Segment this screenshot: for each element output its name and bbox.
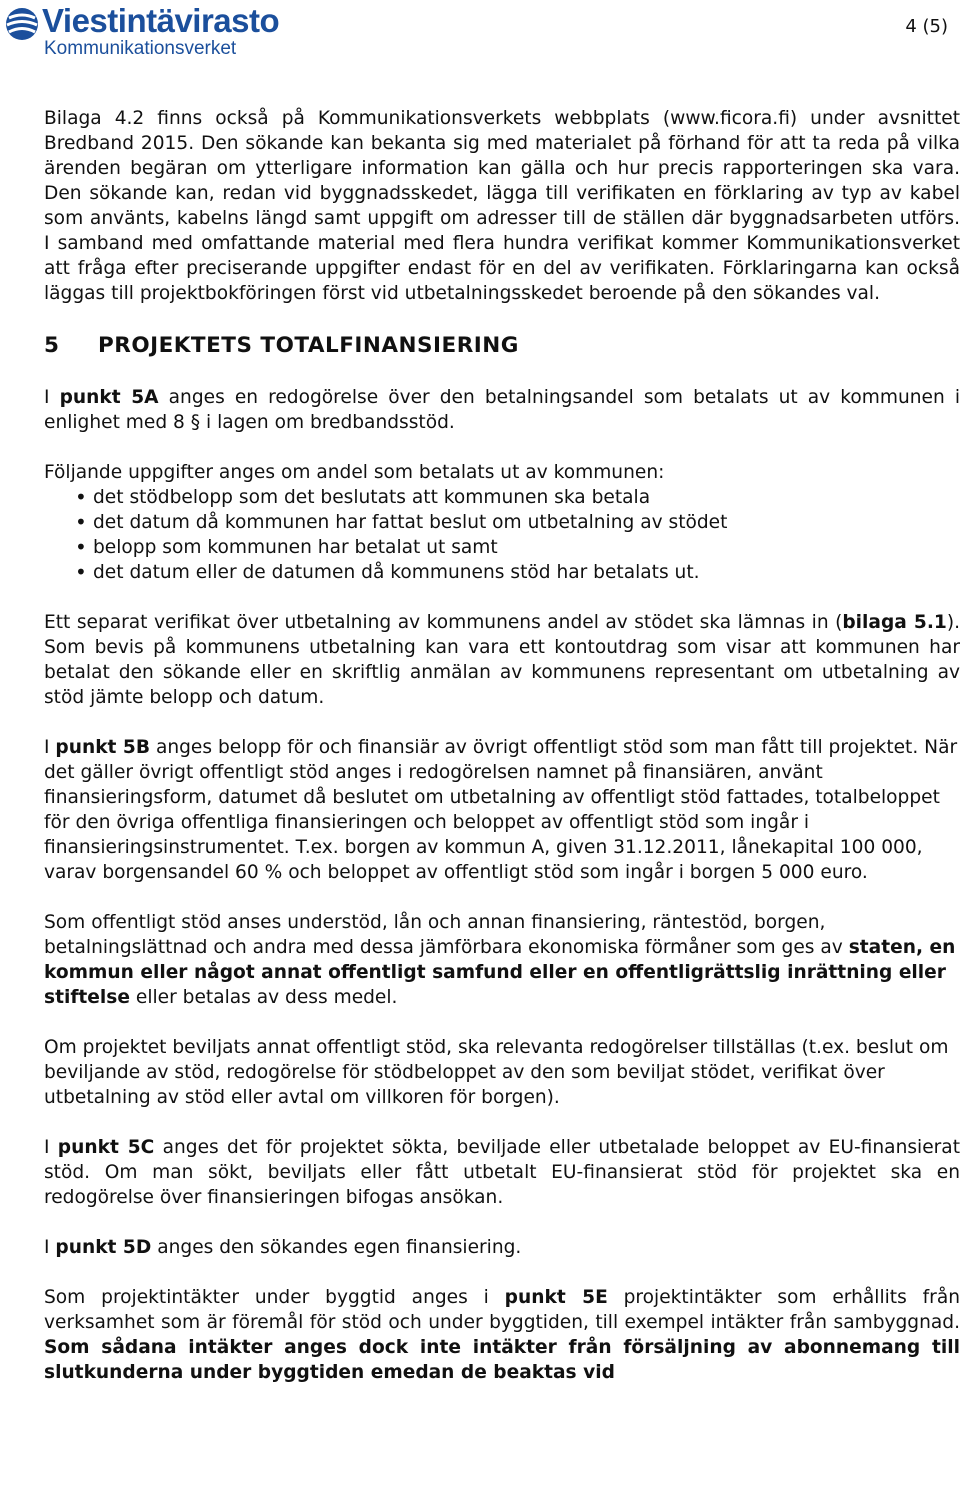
list-item: • det datum då kommunen har fattat beslut om utbetalning av stödet	[44, 510, 960, 535]
logo-globe-icon	[4, 4, 40, 44]
paragraph-5c	[44, 1135, 960, 1210]
section-heading	[44, 331, 960, 361]
text-run: Som offentligt stöd anses understöd, lån och annan finansiering, räntestöd, borgen, betalningslättnad och andra med dessa jämförbara ekonomiska förmåner som ges av	[44, 912, 849, 958]
text-run: anges belopp för och finansiär av övrigt offentligt stöd som man fått till projektet. När det gäller övrigt offentligt stöd anges i redogörelsen namnet på finansiären, använt finansieringsform, datumet då beslutet om utbetalning av offentligt stöd fattades, totalbeloppet för den övriga offentliga finansieringen och beloppet av offentligt stöd som ingår i finansieringsinstrumentet. T.ex. borgen av kommun A, given 31.12.2011, lånekapital 100 000, varav borgensandel 60 % och beloppet av offentligt stöd som ingår i borgen 5 000 euro.	[44, 737, 958, 883]
text-run: I	[44, 1237, 56, 1258]
paragraph-intro: Bilaga 4.2 finns också på Kommunikationsverkets webbplats (www.ficora.fi) under avsnittet Bredband 2015. Den sökande kan bekanta sig med materialet på förhand för att ta reda på vilka ärenden begäran om ytterligare information kan gälla och hur precis rapporteringen ska vara. Den sökande kan, redan vid byggnadsskedet, lägga till verifikaten en förklaring av typ av kabel som använts, kabelns längd samt uppgift om adresser till de ställen där byggnadsarbeten utförs. I samband med omfattande material med flera hundra verifikat kommer Kommunikationsverket att fråga efter preciserande uppgifter endast för en del av verifikaten. Förklaringarna kan också läggas till projektbokföringen först vid utbetalningsskedet beroende på den sökandes val.	[44, 108, 960, 304]
paragraph-5a	[44, 385, 960, 435]
list-item: • det stödbelopp som det beslutats att kommunen ska betala	[44, 485, 960, 510]
text-run: I	[44, 387, 60, 408]
text-run: I	[44, 737, 56, 758]
bullet-list	[44, 485, 960, 585]
text-run: I	[44, 1137, 58, 1158]
paragraph-offentligt-stod	[44, 910, 960, 1010]
bold-run: punkt 5B	[55, 737, 151, 758]
section-number: 5	[44, 333, 60, 358]
section-title: PROJEKTETS TOTALFINANSIERING	[98, 333, 519, 358]
document-body	[44, 106, 960, 1410]
list-item: • det datum eller de datumen då kommunens stöd har betalats ut.	[44, 560, 960, 585]
logo	[4, 2, 280, 62]
bold-run: Som sådana intäkter anges dock inte intäkter från försäljning av abonnemang till slutkunderna under byggtiden emedan de beaktas vid	[44, 1337, 960, 1383]
bold-run: bilaga 5.1	[842, 612, 947, 633]
bold-run: punkt 5E	[504, 1287, 608, 1308]
list-intro: Följande uppgifter anges om andel som betalats ut av kommunen:	[44, 462, 665, 483]
paragraph-5b	[44, 735, 960, 885]
text-run: Ett separat verifikat över utbetalning av kommunens andel av stödet ska lämnas in (	[44, 612, 843, 633]
page-number: 4 (5)	[905, 16, 948, 37]
bold-run: punkt 5A	[59, 387, 159, 408]
list-item: • belopp som kommunen har betalat ut samt	[44, 535, 960, 560]
text-run: eller betalas av dess medel.	[129, 987, 398, 1008]
bold-run: punkt 5C	[57, 1137, 155, 1158]
paragraph-5e	[44, 1285, 960, 1385]
paragraph-bilaga	[44, 610, 960, 710]
text-run: projektintäkter som erhållits från verksamhet som är föremål för stöd och under byggtiden, till exempel intäkter från sambyggnad.	[44, 1287, 960, 1333]
bold-run: staten, en kommun eller något annat offentligt samfund eller en offentligrättslig inrättning eller stiftelse	[44, 937, 956, 1008]
logo-subtitle: Kommunikationsverket	[44, 38, 237, 59]
text-run: anges en redogörelse över den betalningsandel som betalats ut av kommunen i enlighet med 8 § i lagen om bredbandsstöd.	[44, 387, 960, 433]
text-run: ). Som bevis på kommunens utbetalning kan vara ett kontoutdrag som visar att kommunen har betalat den sökande eller en skriftlig anmälan av kommunens representant om utbetalning av stöd jämte belopp och datum.	[44, 612, 960, 708]
bold-run: punkt 5D	[55, 1237, 152, 1258]
paragraph-annat-stod: Om projektet beviljats annat offentligt stöd, ska relevanta redogörelser tillställas (t.ex. beslut om beviljande av stöd, redogörelse för stödbeloppet av den som beviljat stödet, verifikat över utbetalning av stöd eller avtal om villkoren för borgen).	[44, 1037, 949, 1108]
logo-name: Viestintävirasto	[42, 2, 280, 39]
text-run: Som projektintäkter under byggtid anges i	[44, 1287, 505, 1308]
text-run: anges det för projektet sökta, beviljade eller utbetalade beloppet av EU-finansierat stöd. Om man sökt, beviljats eller fått utbetalt EU-finansierat stöd för projektet ska en redogörelse över finansieringen bifogas ansökan.	[44, 1137, 960, 1208]
paragraph-5d	[44, 1235, 960, 1260]
text-run: anges den sökandes egen finansiering.	[151, 1237, 522, 1258]
